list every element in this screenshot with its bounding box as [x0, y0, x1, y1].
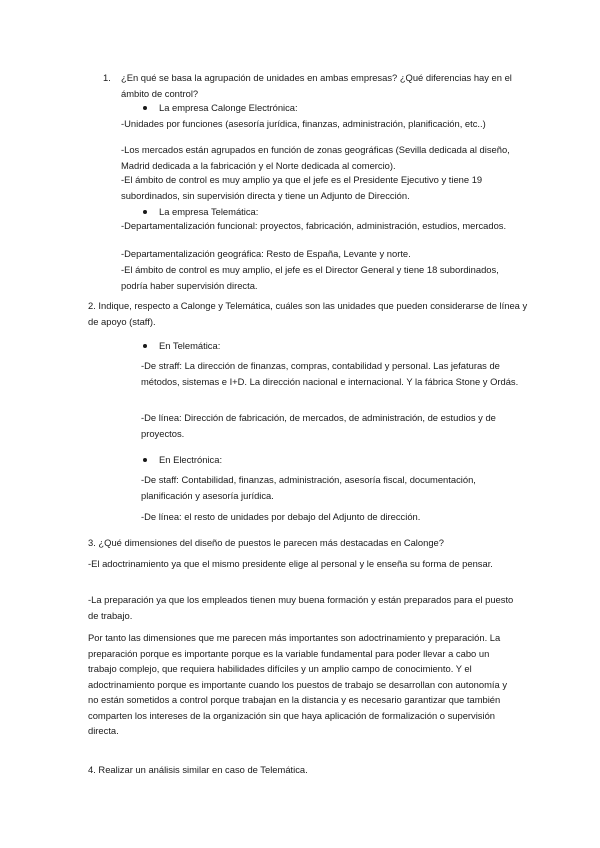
q3-question: 3. ¿Qué dimensiones del diseño de puestos le parecen más destacadas en Calonge? [88, 537, 444, 548]
q1-question: ¿En qué se basa la agrupación de unidades en ambas empresas? ¿Qué diferencias hay en el ámbito de control? [121, 72, 512, 99]
q2-electronica-heading: En Electrónica: [159, 454, 223, 465]
bullet-icon [143, 344, 147, 348]
bullet-icon [143, 106, 147, 110]
q1-telematica-heading: La empresa Telemática: [159, 206, 259, 217]
q2-electronica-staff: -De staff: Contabilidad, finanzas, administración, asesoría fiscal, documentación, planificación y asesoría jurídica. [141, 474, 476, 501]
q1-telematica-line-3: -El ámbito de control es muy amplio, el jefe es el Director General y tiene 18 subordinados, podría haber supervisión directa. [121, 264, 499, 291]
q1-calonge-line-1: -Unidades por funciones (asesoría jurídica, finanzas, administración, planificación, etc..) [121, 118, 486, 129]
q3-conclusion: Por tanto las dimensiones que me parecen más importantes son adoctrinamiento y preparación. La preparación porque es importante porque es la variable fundamental para poder llevar a cabo un trabajo complejo, que requiera habilidades difíciles y un amplio campo de conocimiento. Y el adoctrinamiento porque es importante cuando los puestos de trabajo se desarrollan con autonomía y no están sometidos a control porque trabajan en la distancia y es necesario garantizar que también comparten los intereses de la organización sin que haya aplicación de formalización o supervisión directa. [88, 632, 508, 736]
q2-question: 2. Indique, respecto a Calonge y Telemática, cuáles son las unidades que pueden considerarse de línea y de apoyo (staff). [88, 300, 528, 327]
q2-telematica-linea: -De línea: Dirección de fabricación, de mercados, de administración, de estudios y de proyectos. [141, 412, 496, 439]
q2-telematica-staff: -De straff: La dirección de finanzas, compras, contabilidad y personal. Las jefaturas de métodos, sistemas e I+D. La dirección nacional e internacional. Y la fábrica Stone y Ordás. [141, 360, 519, 387]
q3-answer-2: -La preparación ya que los empleados tienen muy buena formación y están preparados para el puesto de trabajo. [88, 594, 514, 621]
bullet-icon [143, 210, 147, 214]
q1-calonge-line-2: -Los mercados están agrupados en función de zonas geográficas (Sevilla dedicada al diseño, Madrid dedicada a la fabricación y el Norte dedicada al comercio). [121, 144, 510, 171]
q2-telematica-heading: En Telemática: [159, 340, 221, 351]
q1-calonge-line-3: -El ámbito de control es muy amplio ya que el jefe es el Presidente Ejecutivo y tiene 19 subordinados, sin supervisión directa y tiene un Adjunto de Dirección. [121, 174, 483, 201]
q4-question: 4. Realizar un análisis similar en caso de Telemática. [88, 764, 308, 775]
q1-telematica-line-1: -Departamentalización funcional: proyectos, fabricación, administración, estudios, mercados. [121, 220, 507, 231]
q2-electronica-linea: -De línea: el resto de unidades por debajo del Adjunto de dirección. [141, 511, 421, 522]
q3-answer-1: -El adoctrinamiento ya que el mismo presidente elige al personal y le enseña su forma de pensar. [88, 558, 493, 569]
q1-calonge-heading: La empresa Calonge Electrónica: [159, 102, 298, 113]
q1-telematica-line-2: -Departamentalización geográfica: Resto de España, Levante y norte. [121, 248, 411, 259]
q1-number: 1. [103, 72, 111, 83]
bullet-icon [143, 458, 147, 462]
